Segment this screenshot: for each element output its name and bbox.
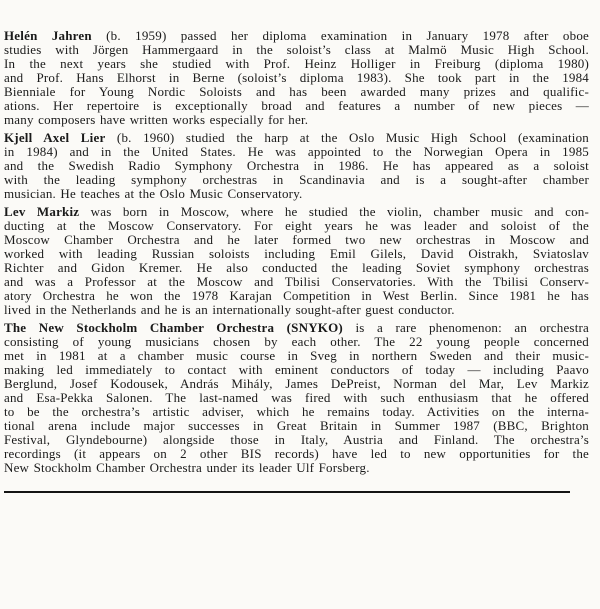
text-line: and Prof. Hans Elhorst in Berne (soloist’s diploma 1983). She took part in the 1984: [4, 71, 589, 85]
text-line: consisting of young musicians chosen by each other. The 22 young people concerned: [4, 335, 589, 349]
text-line: Lev Markiz was born in Moscow, where he studied the violin, chamber music and con-: [4, 205, 589, 219]
text-line: In the next years she studied with Prof. Heinz Holliger in Freiburg (diploma 1980): [4, 57, 589, 71]
paragraph: [4, 131, 589, 201]
text-line: ations. Her repertoire is exceptionally broad and features a number of new pieces —: [4, 99, 589, 113]
text-line: in 1984) and in the United States. He was appointed to the Norwegian Opera in 1985: [4, 145, 589, 159]
text-line: and the Swedish Radio Symphony Orchestra in 1986. He has appeared as a soloist: [4, 159, 589, 173]
text-line: met in 1981 at a chamber music course in Sveg in northern Sweden and their music-: [4, 349, 589, 363]
text-line: to be the orchestra’s artistic adviser, which he remains today. Activities on the interna-: [4, 405, 589, 419]
text-line: ducting at the Moscow Conservatory. For eight years he was leader and soloist of the: [4, 219, 589, 233]
text-line: and was a Professor at the Moscow and Tbilisi Conservatories. With the Tbilisi Conserv-: [4, 275, 589, 289]
text-line: Kjell Axel Lier (b. 1960) studied the harp at the Oslo Music High School (examination: [4, 131, 589, 145]
bold-lead: The New Stockholm Chamber Orchestra (SNYKO): [4, 321, 343, 335]
text-line: worked with leading Russian soloists including Emil Gilels, David Oistrakh, Sviatoslav: [4, 247, 589, 261]
text-line: musician. He teaches at the Oslo Music Conservatory.: [4, 187, 303, 201]
bold-lead: Lev Markiz: [4, 205, 80, 219]
text-line: New Stockholm Chamber Orchestra under its leader Ulf Forsberg.: [4, 461, 370, 475]
text-line: Festival, Glyndebourne) alongside those in Italy, Austria and Finland. The orchestra’s: [4, 433, 589, 447]
text-line: Helén Jahren (b. 1959) passed her diploma examination in January 1978 after oboe: [4, 29, 589, 43]
paragraph: [4, 321, 589, 475]
text-line: many composers have written works especially for her.: [4, 113, 309, 127]
text-line: atory Orchestra he won the 1978 Karajan Competition in West Berlin. Since 1981 he has: [4, 289, 589, 303]
text-line: with the leading symphony orchestras in Scandinavia and is a sought-after chamber: [4, 173, 589, 187]
text-line: The New Stockholm Chamber Orchestra (SNYKO) is a rare phenomenon: an orchestra: [4, 321, 589, 335]
divider-rule: [4, 491, 570, 493]
text-line: studies with Jörgen Hammergaard in the soloist’s class at Malmö Music High School.: [4, 43, 589, 57]
text-line: tional arena include major successes in Great Britain in Summer 1987 (BBC, Brighton: [4, 419, 589, 433]
bold-lead: Kjell Axel Lier: [4, 131, 106, 145]
text-line: Richter and Gidon Kremer. He also conducted the leading Soviet symphony orchestras: [4, 261, 589, 275]
text-block: [4, 29, 589, 475]
paragraph: [4, 29, 589, 127]
text-line: and Esa-Pekka Salonen. The last-named was fired with such enthusiasm that he offered: [4, 391, 589, 405]
text-line: lived in the Netherlands and he is an internationally sought-after guest conductor.: [4, 303, 455, 317]
paragraph: [4, 205, 589, 317]
text-line: recordings (it appears on 2 other BIS records) have led to new opportunities for the: [4, 447, 589, 461]
text-line: Berglund, Josef Kodousek, András Mihály, James DePreist, Norman del Mar, Lev Markiz: [4, 377, 589, 391]
text-line: making led immediately to contact with eminent conductors of today — including Paavo: [4, 363, 589, 377]
text-line: Bienniale for Young Nordic Soloists and has been awarded many prizes and qualific-: [4, 85, 589, 99]
bold-lead: Helén Jahren: [4, 29, 92, 43]
text-line: Moscow Chamber Orchestra and he later formed two new orchestras in Moscow and: [4, 233, 589, 247]
